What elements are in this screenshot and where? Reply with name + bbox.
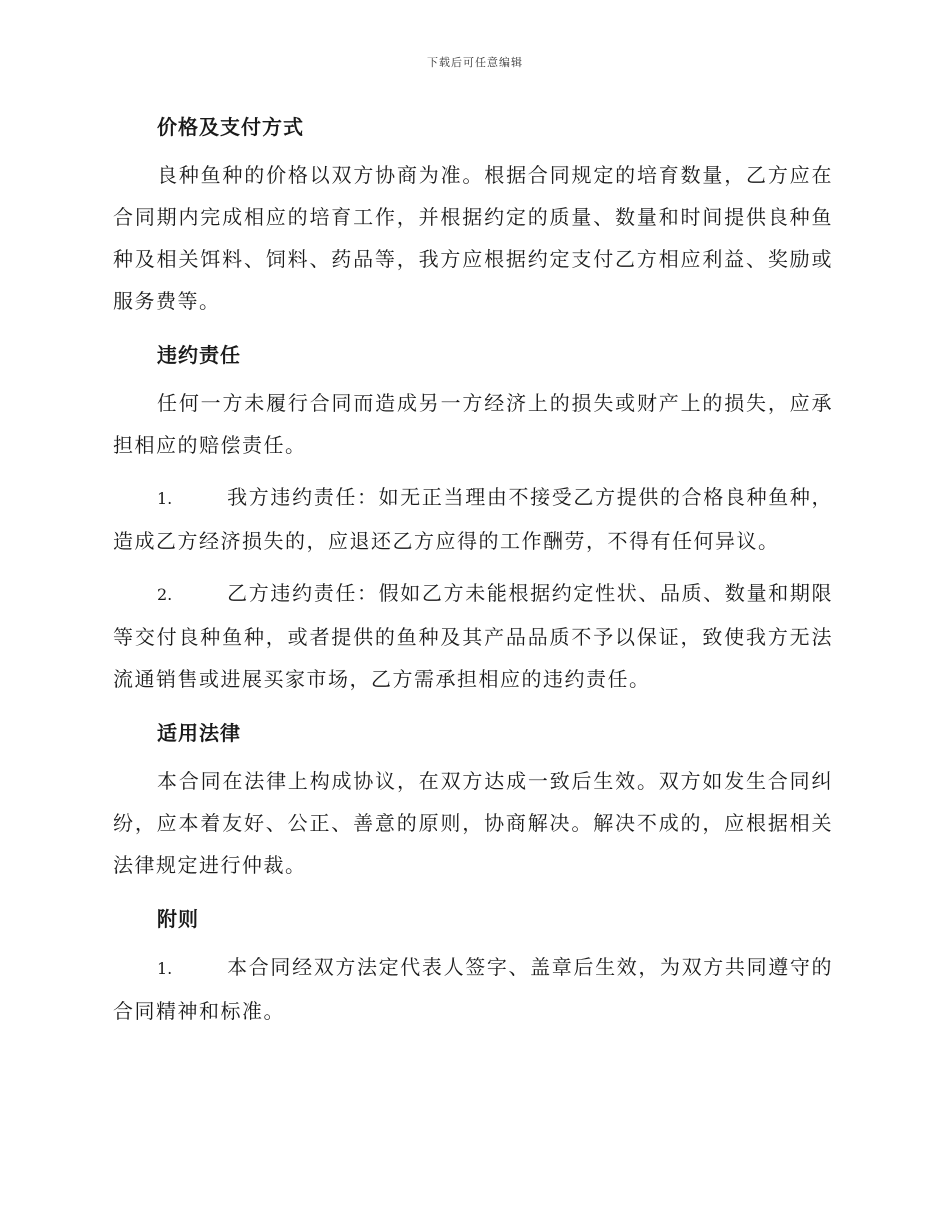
clause-text: 本合同经双方法定代表人签字、盖章后生效，为双方共同遵守的合同精神和标准。: [113, 955, 833, 1023]
numbered-clause: [113, 572, 833, 700]
numbered-clause: [113, 946, 833, 1032]
clause-number: 1.: [157, 489, 173, 508]
section-heading-applicable-law: 适用法律: [157, 721, 241, 745]
section-heading-supplementary: 附则: [157, 907, 199, 931]
clause-text: 乙方违约责任：假如乙方未能根据约定性状、品质、数量和期限等交付良种鱼种，或者提供的鱼种及其产品品质不予以保证，致使我方无法流通销售或进展买家市场，乙方需承担相应的违约责任。: [113, 581, 833, 691]
section-paragraph: 本合同在法律上构成协议，在双方达成一致后生效。双方如发生合同纠纷，应本着友好、公正、善意的原则，协商解决。解决不成的，应根据相关法律规定进行仲裁。: [113, 769, 833, 877]
numbered-clause: [113, 476, 833, 562]
section-heading-breach-liability: 违约责任: [157, 343, 241, 367]
section-paragraph: 任何一方未履行合同而造成另一方经济上的损失或财产上的损失，应承担相应的赔偿责任。: [113, 391, 833, 457]
section-paragraph: 良种鱼种的价格以双方协商为准。根据合同规定的培育数量，乙方应在合同期内完成相应的培育工作，并根据约定的质量、数量和时间提供良种鱼种及相关饵料、饲料、药品等，我方应根据约定支付乙方相应利益、奖励或服务费等。: [113, 163, 833, 313]
document-body: [113, 104, 833, 1042]
clause-number: 1.: [157, 959, 173, 978]
clause-number: 2.: [157, 585, 173, 604]
page-header: 下载后可任意编辑: [427, 56, 523, 69]
section-heading-price-payment: 价格及支付方式: [157, 115, 304, 139]
clause-text: 我方违约责任：如无正当理由不接受乙方提供的合格良种鱼种，造成乙方经济损失的，应退还乙方应得的工作酬劳，不得有任何异议。: [113, 485, 833, 553]
